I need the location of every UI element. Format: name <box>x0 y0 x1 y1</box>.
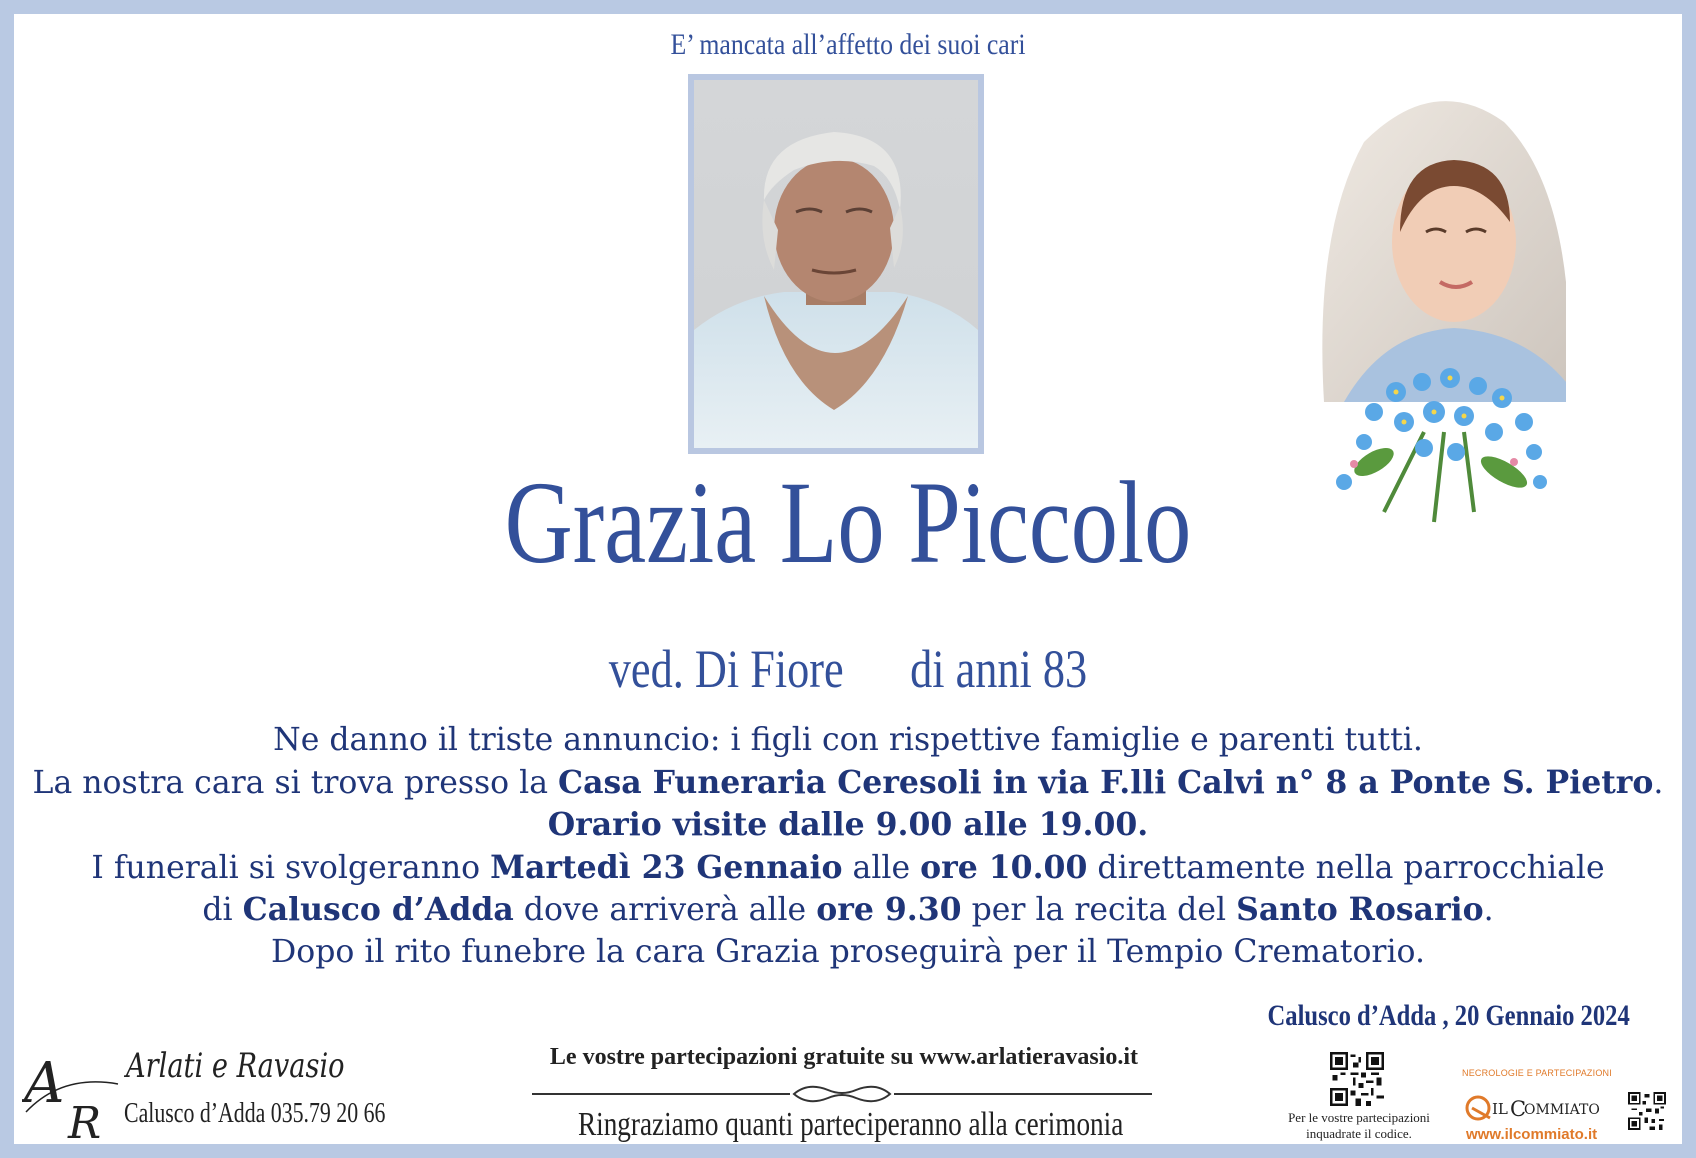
text-fragment: alle <box>842 849 921 886</box>
ilcommiato-tagline: NECROLOGIE E PARTECIPAZIONI <box>1462 1068 1612 1078</box>
announcement-text <box>14 720 1682 973</box>
agency-address: Calusco d’Adda 035.79 20 66 <box>124 1098 386 1129</box>
qr-caption-line-1: Per le vostre partecipazioni <box>1288 1110 1430 1125</box>
obituary-card <box>14 14 1682 1144</box>
funeral-time: ore 10.00 <box>920 848 1088 886</box>
text-fragment: . <box>1483 892 1494 928</box>
place-date: Calusco d’Adda , 20 Gennaio 2024 <box>1267 999 1630 1032</box>
qr-caption-line-2: inquadrate il codice. <box>1306 1126 1412 1141</box>
deceased-subline <box>164 638 1532 700</box>
parish-town: Calusco d’Adda <box>242 891 514 928</box>
announcement-line-2 <box>14 762 1682 805</box>
announcement-line-4 <box>14 847 1682 890</box>
text-fragment: per la recita del <box>961 892 1237 928</box>
announcement-line-3 <box>14 804 1682 847</box>
widow-of: ved. Di Fiore <box>608 639 844 699</box>
svg-text:C: C <box>1510 1097 1527 1121</box>
participations-note[interactable]: Le vostre partecipazioni gratuite su www.arlatieravasio.it <box>549 1044 1139 1070</box>
text-fragment: I funerali si svolgeranno <box>91 849 491 886</box>
announcement-line-5 <box>14 889 1682 932</box>
svg-text:OMMIATO: OMMIATO <box>1524 1102 1600 1118</box>
intro-line: E’ mancata all’affetto dei suoi cari <box>670 28 1026 61</box>
text-fragment: direttamente nella parrocchiale <box>1087 849 1605 886</box>
funeral-home-location: Casa Funeraria Ceresoli in via F.lli Calvi n° 8 a Ponte S. Pietro <box>558 763 1654 801</box>
thanks-line: Ringraziamo quanti parteciperanno alla cerimonia <box>578 1106 1124 1143</box>
ilcommiato-logo <box>1464 1090 1624 1126</box>
text-fragment: . <box>1653 764 1664 801</box>
text-fragment: dove arriverà alle <box>513 892 817 928</box>
svg-text:A: A <box>24 1054 65 1116</box>
deceased-name: Grazia Lo Piccolo <box>504 457 1192 588</box>
svg-text:IL: IL <box>1492 1100 1508 1118</box>
text-fragment: di <box>202 892 243 928</box>
agency-name: Arlati e Ravasio <box>126 1046 345 1086</box>
announcement-line-6: Dopo il rito funebre la cara Grazia proseguirà per il Tempio Crematorio. <box>271 933 1425 970</box>
rosary-label: Santo Rosario <box>1236 891 1484 928</box>
age: di anni 83 <box>910 639 1088 699</box>
svg-text:R: R <box>68 1098 102 1144</box>
qr-caption <box>1264 1110 1454 1142</box>
rosary-time: ore 9.30 <box>816 891 962 928</box>
announcement-line-1: Ne danno il triste annuncio: i figli con rispettive famiglie e parenti tutti. <box>273 722 1423 758</box>
text-fragment: La nostra cara si trova presso la <box>32 764 559 801</box>
funeral-date: Martedì 23 Gennaio <box>490 848 843 886</box>
portrait-photo <box>694 80 978 448</box>
visiting-hours: Orario visite dalle 9.00 alle 19.00. <box>547 806 1149 843</box>
qr-code-icon[interactable] <box>1628 1092 1666 1130</box>
ilcommiato-url[interactable]: www.ilcommiato.it <box>1466 1126 1598 1143</box>
portrait-frame <box>688 74 984 454</box>
qr-code-icon[interactable] <box>1330 1052 1384 1106</box>
